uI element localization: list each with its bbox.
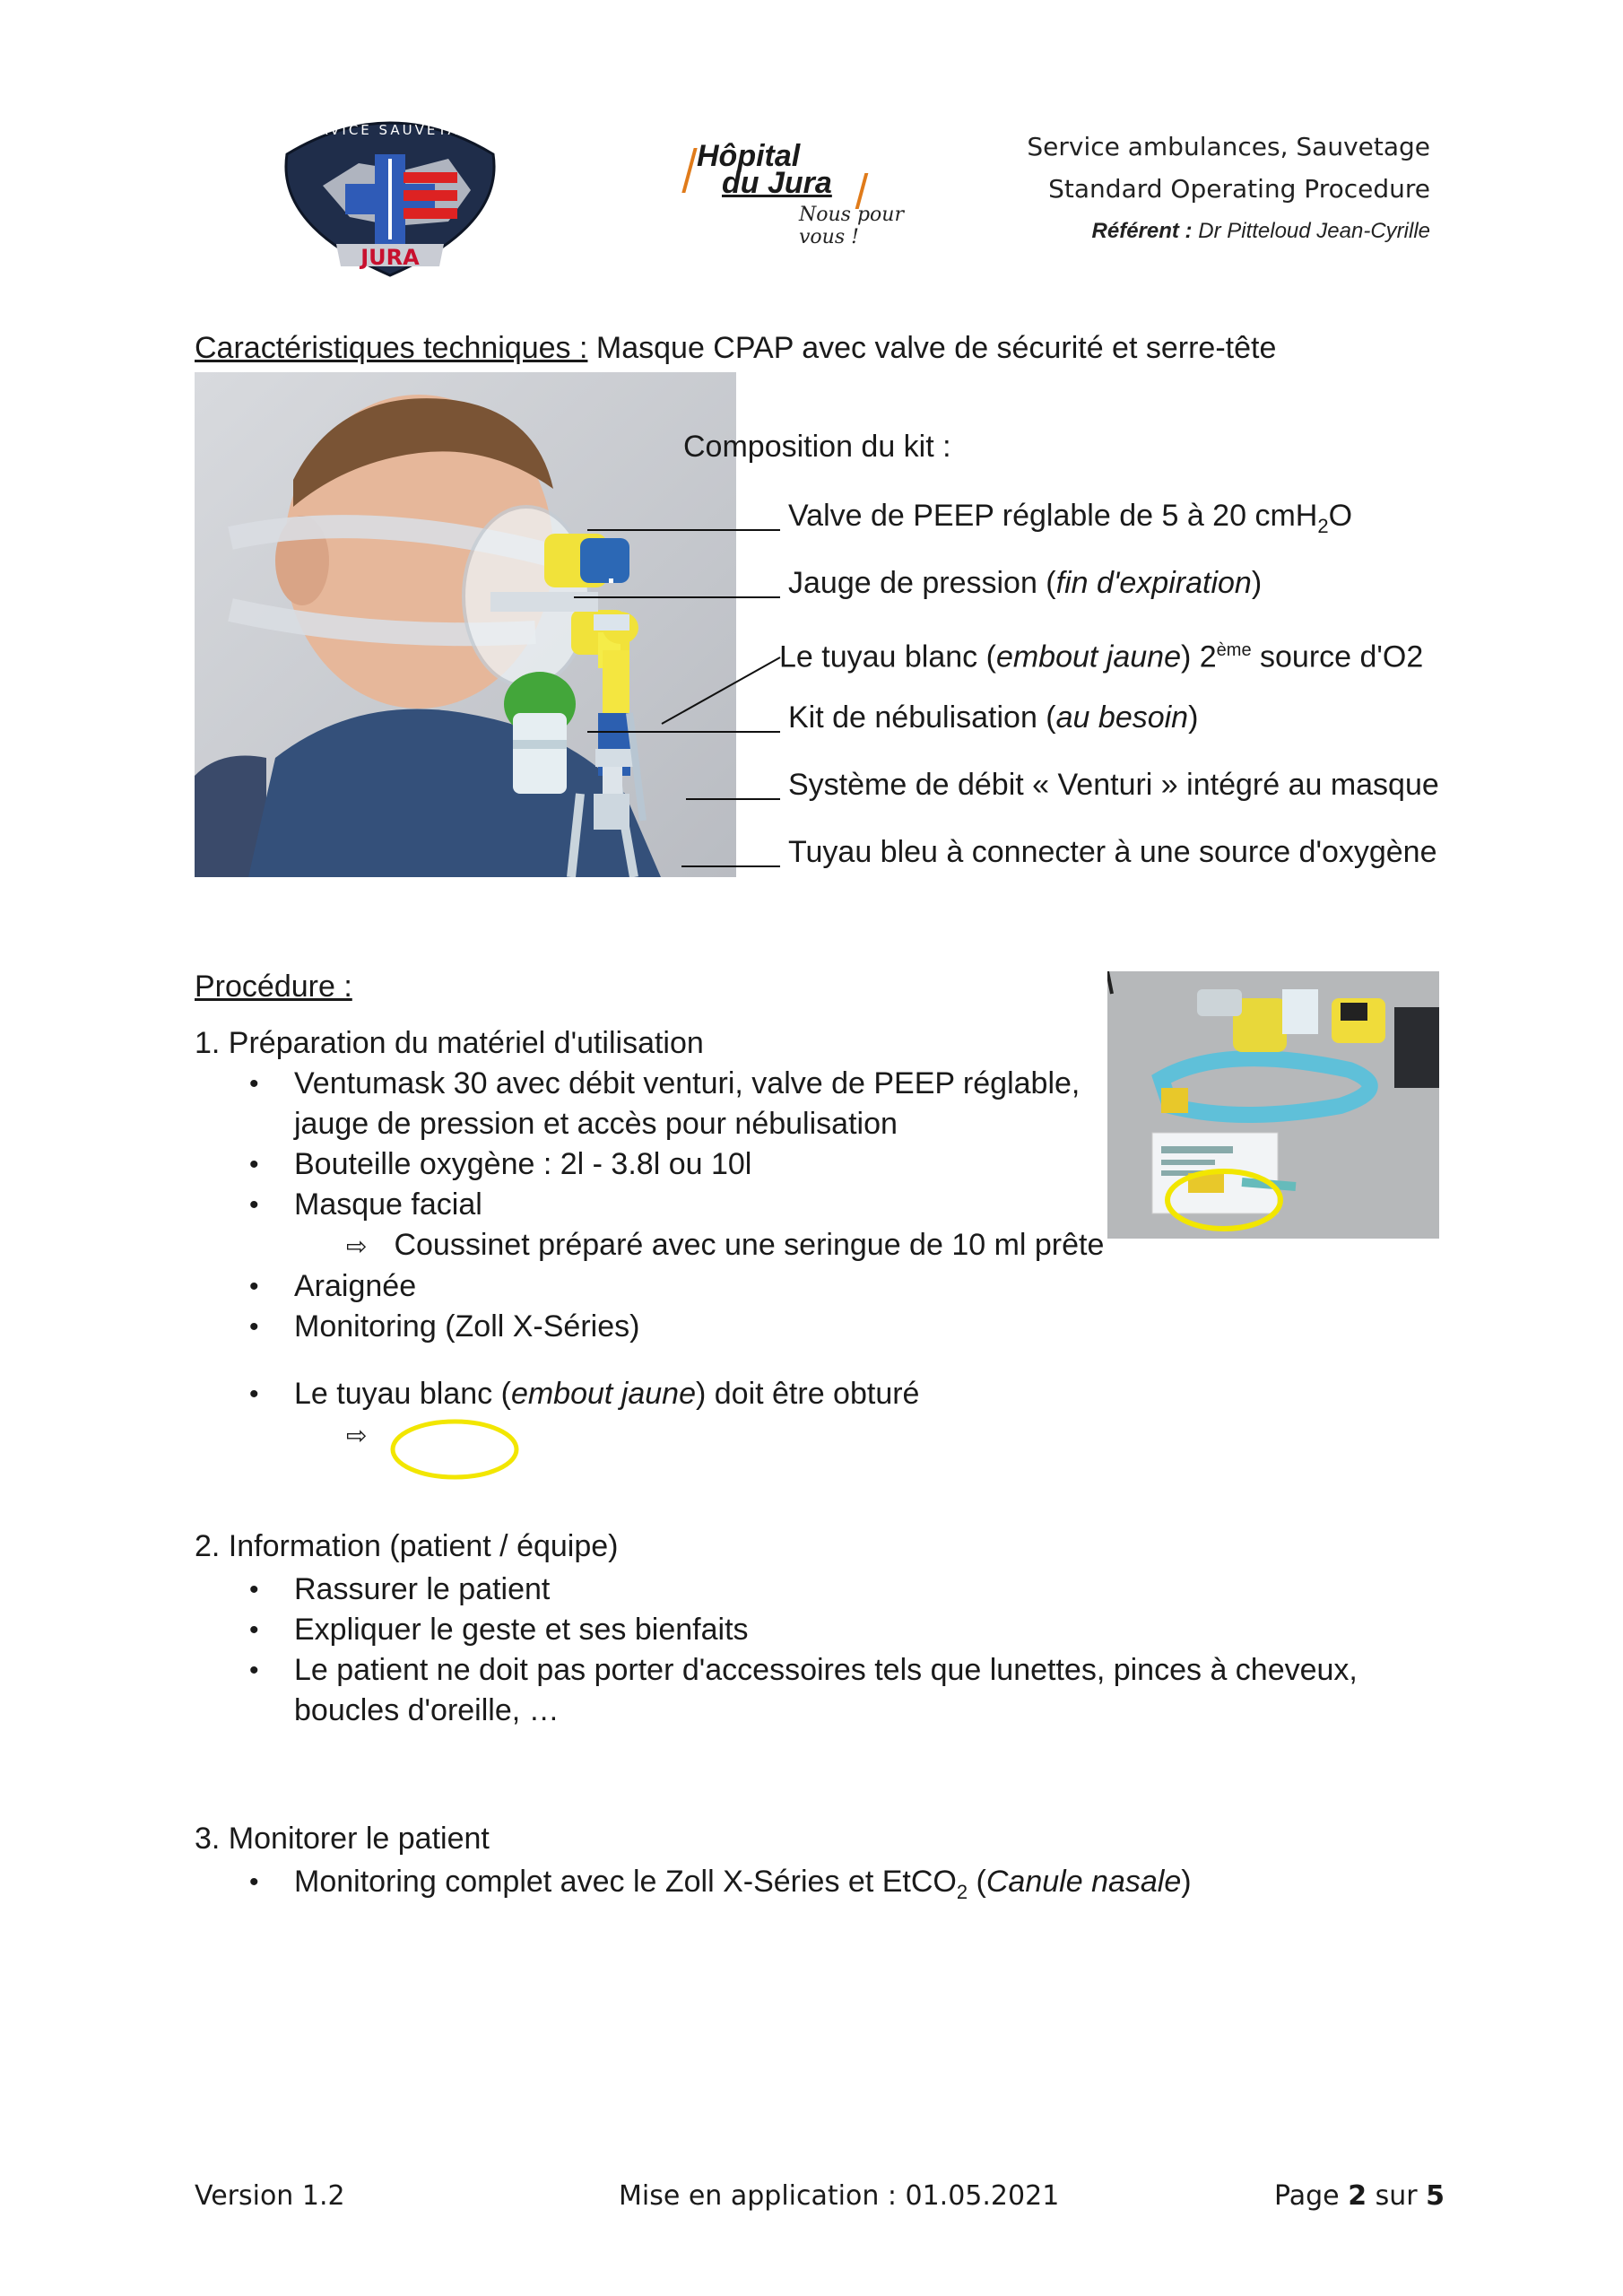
patient-cpap-photo: [195, 372, 736, 877]
arrow-right-icon: ⇨: [346, 1232, 368, 1260]
logo-line1: Hôpital: [697, 139, 801, 173]
step3-title: 3. Monitorer le patient: [195, 1822, 490, 1856]
footer-version: Version 1.2: [195, 2180, 345, 2212]
header-info: [1027, 126, 1430, 252]
arrow-right-icon: ⇨: [346, 1422, 368, 1449]
step2-title: 2. Information (patient / équipe): [195, 1529, 619, 1563]
list-item: • Monitoring complet avec le Zoll X-Séries et EtCO$_2$ (Canule nasale): [249, 1862, 1192, 1912]
kit-item-white-tube: Le tuyau blanc (embout jaune) 2ème source d'O2: [779, 639, 1424, 674]
list-item: • Bouteille oxygène : 2l - 3.8l ou 10l: [249, 1144, 1104, 1185]
step1-list: [249, 1064, 1104, 1456]
step3-list: [249, 1862, 1192, 1912]
list-item: • Ventumask 30 avec débit venturi, valve de PEEP réglable, jauge de pression et accès pour nébulisation: [249, 1064, 1104, 1144]
header-sop: Standard Operating Procedure: [1048, 174, 1430, 204]
header-service: Service ambulances, Sauvetage: [1027, 132, 1430, 161]
kit-leader-line: [659, 655, 785, 726]
kit-item-pressure-gauge: Jauge de pression (fin d'expiration): [788, 566, 1263, 600]
logo-line2: du Jura: [722, 166, 832, 200]
svg-text:SERVICE SAUVETAGE: SERVICE SAUVETAGE: [296, 122, 484, 138]
list-item: • Monitoring (Zoll X-Séries): [249, 1307, 1104, 1347]
list-item: • Rassurer le patient: [249, 1570, 1358, 1610]
logo-tagline: Nous pour vous !: [799, 204, 904, 248]
svg-text:JURA: JURA: [360, 245, 420, 270]
kit-item-nebulisation: Kit de nébulisation (au besoin): [788, 700, 1199, 735]
list-subitem: ⇨ Coussinet préparé avec une seringue de 10 ml prête: [346, 1228, 1105, 1262]
footer-date: Mise en application : 01.05.2021: [619, 2180, 1060, 2212]
hopital-du-jura-logo: [684, 139, 953, 247]
header-referent: Référent : Dr Pitteloud Jean-Cyrille: [1091, 219, 1430, 243]
kit-item-venturi: Système de débit « Venturi » intégré au masque: [788, 768, 1439, 802]
list-subitem: [249, 1414, 1104, 1456]
list-item: • Masque facial: [249, 1185, 1104, 1225]
step2-list: [249, 1570, 1358, 1731]
list-item: • Le patient ne doit pas porter d'accessoires tels que lunettes, pinces à cheveux, boucles d'oreille, …: [249, 1650, 1358, 1731]
equipment-photo: [1107, 971, 1439, 1239]
list-item: • Araignée: [249, 1266, 1104, 1307]
service-sauvetage-logo: [269, 100, 511, 280]
procedure-title: Procédure :: [195, 970, 352, 1004]
technical-title: Caractéristiques techniques : Masque CPAP avec valve de sécurité et serre-tête: [195, 331, 1277, 365]
kit-item-blue-tube: Tuyau bleu à connecter à une source d'oxygène: [788, 835, 1437, 869]
kit-title: Composition du kit :: [683, 430, 951, 464]
kit-item-peep-valve: Valve de PEEP réglable de 5 à 20 cmH$_2$O: [788, 499, 1353, 537]
yellow-highlight-circle: [387, 1417, 522, 1482]
step1-title: 1. Préparation du matériel d'utilisation: [195, 1026, 704, 1060]
list-item: • Le tuyau blanc (embout jaune) doit être obturé: [249, 1374, 1104, 1414]
list-item: • Expliquer le geste et ses bienfaits: [249, 1610, 1358, 1650]
footer-page-number: Page 2 sur 5: [1274, 2180, 1445, 2212]
